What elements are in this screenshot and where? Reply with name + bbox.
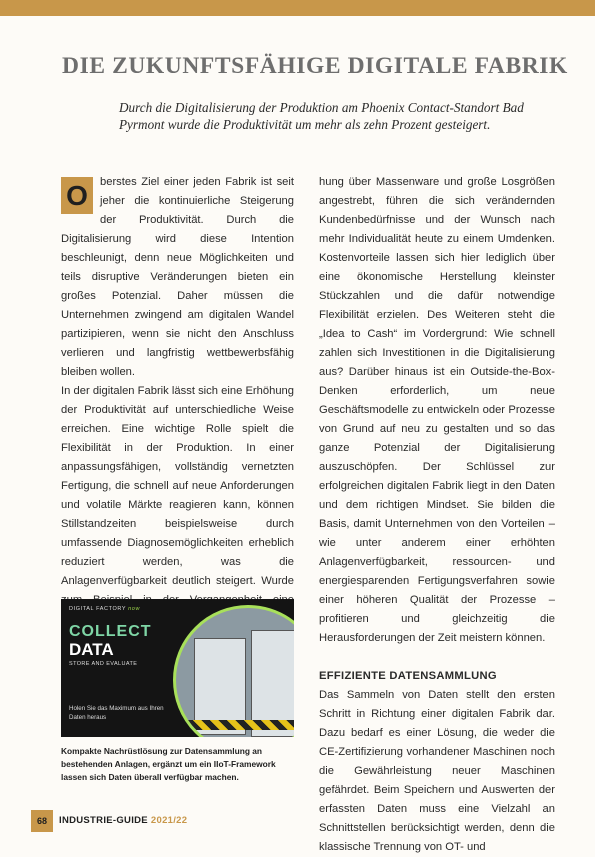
machine-photo-circle <box>173 605 294 737</box>
image-caption: Kompakte Nachrüstlösung zur Datensammlung an bestehenden Anlagen, ergänzt um ein IIoT-Framework lassen sich Daten überall verfügbar machen. <box>61 746 276 782</box>
body-paragraph: In der digitalen Fabrik lässt sich eine Erhöhung der Produktivität auf unterschiedliche Weise erreichen. Eine wichtige Rolle spielt die Flexibilität in der Produktion. In einer anpassungsfähigen, vollständig vernetzten Fertigung, die schnell auf neue Anforderungen und volatile Märkte reagieren kann, können Stillstandzeiten beispielsweise durch umfassende Diagnosemöglichkeiten erheblich reduziert werden, was die Anlagenverfügbarkeit deutlich steigert. Wurde <box>61 385 294 587</box>
section-subheading: EFFIZIENTE DATENSAMMLUNG <box>319 670 497 682</box>
article-lead: Durch die Digitalisierung der Produktion am Phoenix Contact-Standort Bad Pyrmont wurde die Produktivität um mehr als zehn Prozent gesteigert. <box>119 100 524 132</box>
page-number: 68 <box>31 810 53 832</box>
body-paragraph: hung über Massenware und große Losgrößen angestrebt, führen die sich verändernden Kundenbedürfnisse und der Wunsch nach mehr Individualität heute zu einem Umdenken. Kostenvorteile lassen sich hier lediglich über eine ökonomische Herstellung kleinster Stückzahlen und die dafür notwendige Flexibilität erzielen. Des Weiteren steht die „Idea to Cash“ im Vordergrund: Wie schnell zahlen sich Investitionen in die Digitalisierung aus? Darüber hinaus ist ein Outside-the-Box-Denken erforderlich, um neue Geschäftsmodelle zu entwickeln oder Prozesse von Grund auf neu zu gestalten und so das ganze Potenzial der Digitalisierung auszuschöpfen. Der Schlüssel zur erfolgreichen digitalen Fabrik liegt in den Daten und dem richtigen Mindset. Sie bilden die Basis, damit Unternehmen von den Vorteilen – wie unter anderem einer erhöhten Anlagenverfügbarkeit, ressourcen- und energiesparenden Fertigungsverfahren sowie einer höheren Qualität der Prozesse – profitieren und gleichzeitig die Herausforderungen der Zeit meistern können. <box>319 176 555 644</box>
intro-text: berstes Ziel einer jeden Fabrik ist seit jeher die kontinuierliche Steigerung der Produktivität. Durch die Digitalisierung wird diese Intention beschleunigt, denn neue Möglichkeiten und teils disruptive Veränderungen bieten ein großes Potenzial. Daher müssen die Unternehmen zwingend am digitalen Wandel partizipieren, wenn sie nicht den Anschluss verlieren und langfristig wettbewerbsfähig bleiben wollen. <box>61 176 294 378</box>
image-brand-tag: DIGITAL FACTORY now <box>69 606 141 612</box>
image-tagline: Holen Sie das Maximum aus Ihren Daten heraus <box>69 705 164 721</box>
drop-cap: O <box>61 177 93 214</box>
left-column <box>61 173 294 629</box>
top-accent-bar <box>0 0 595 16</box>
image-data-text: DATA <box>69 640 114 659</box>
image-store-text: STORE AND EVALUATE <box>69 661 138 667</box>
article-title: DIE ZUKUNFTSFÄHIGE DIGITALE FABRIK <box>62 53 568 79</box>
hazard-stripe <box>186 720 294 730</box>
footer-year: 2021/22 <box>150 815 188 826</box>
intro-paragraph <box>61 173 294 382</box>
footer-publication: INDUSTRIE-GUIDE 2021/22 <box>59 815 188 826</box>
right-column <box>319 173 555 857</box>
body-paragraph: Das Sammeln von Daten stellt den ersten Schritt in Richtung einer digitalen Fabrik dar. Dazu bedarf es einer Lösung, die weder die CE-Zertifizierung vorhandener Maschinen noch die Gewährleistung neuer Maschinen gefährdet. Beim Speichern und Auswerten der erfassten Daten muss eine Vielzahl an Schnittstellen berücksichtigt werden, denn die klassische Trennung von OT- und <box>319 689 555 853</box>
image-brand-now: now <box>128 606 141 612</box>
image-collect-text: COLLECT <box>69 623 152 640</box>
article-image <box>61 599 294 737</box>
